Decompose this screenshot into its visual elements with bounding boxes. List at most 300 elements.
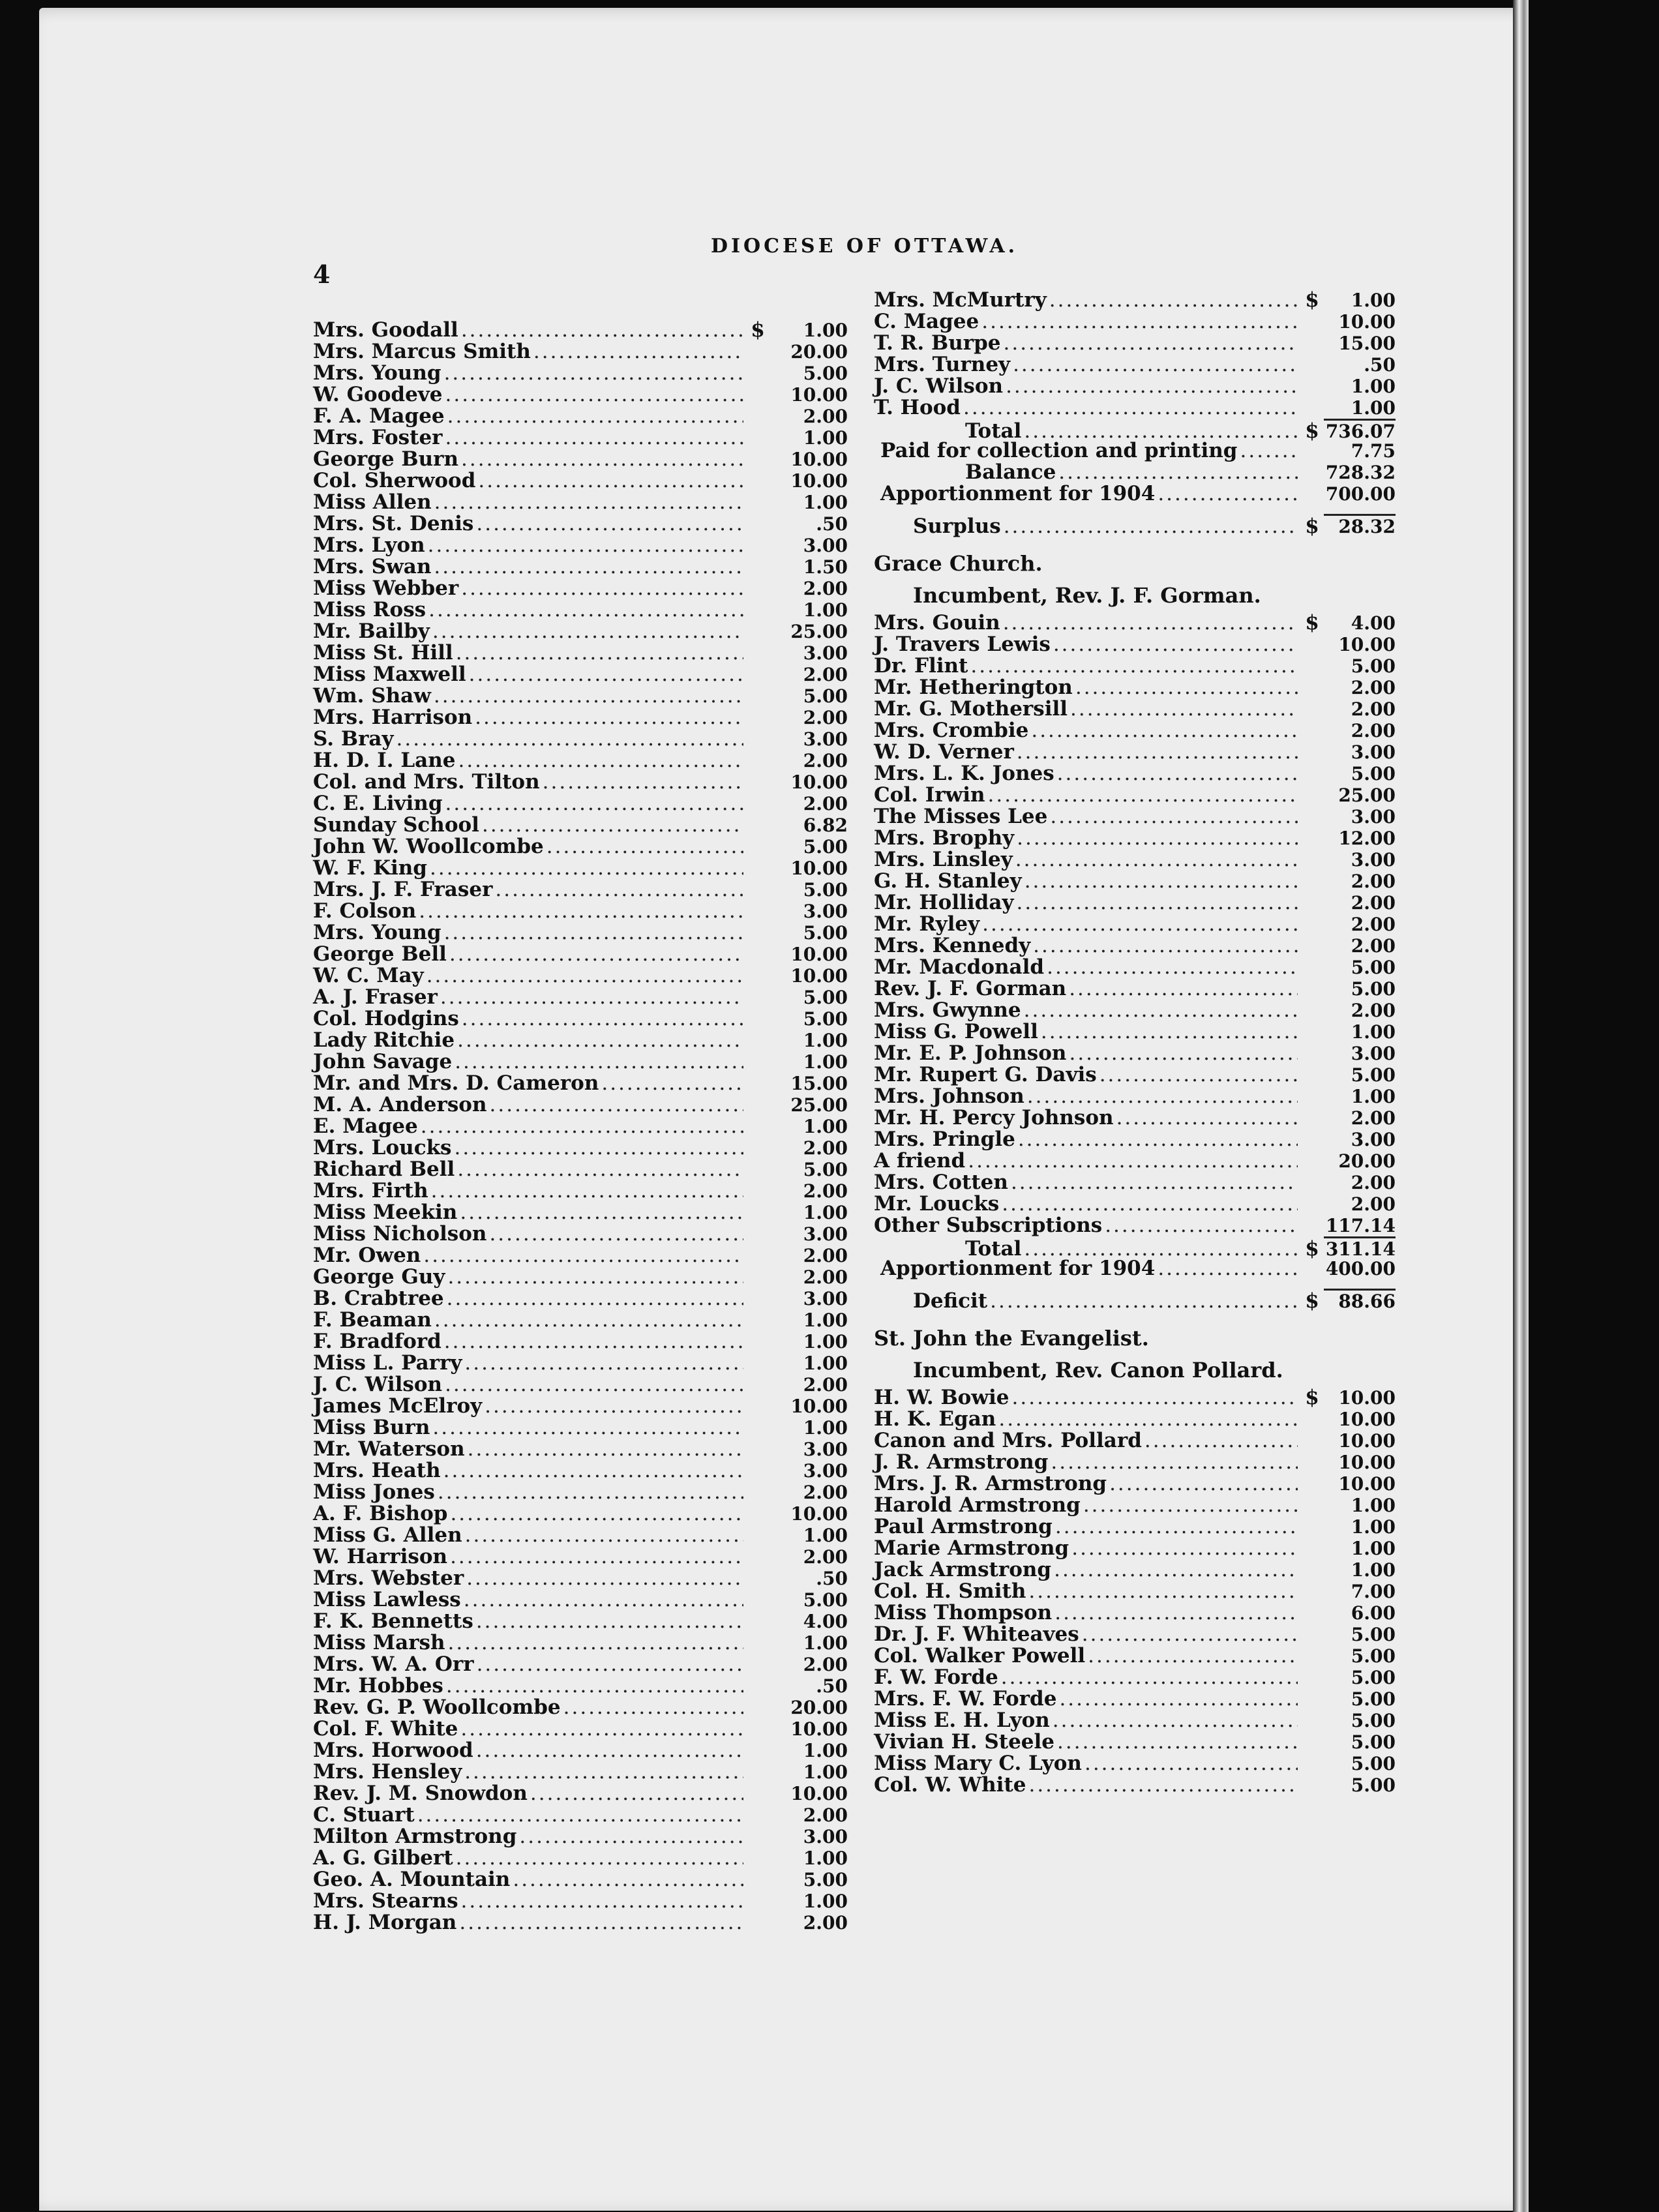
st-john-list <box>874 1387 1396 1796</box>
subscriber-name: Miss Allen <box>313 490 432 514</box>
dot-leader <box>1027 1086 1298 1107</box>
subscriber-name: F. A. Magee <box>313 404 445 428</box>
dot-leader <box>447 1288 743 1309</box>
subscriber-name: Rev. G. P. Woollcombe <box>313 1696 561 1719</box>
subscriber-name: Mrs. Linsley <box>874 848 1013 871</box>
subscriber-name: Rev. J. F. Gorman <box>874 977 1067 1000</box>
subscriber-name: Miss Mary C. Lyon <box>874 1752 1082 1775</box>
total-row: Total ..... $ 736.07 <box>874 419 1396 440</box>
subscriber-name: Miss St. Hill <box>313 641 453 665</box>
dot-leader <box>476 1611 743 1632</box>
subscription-amount: 2.00 <box>1351 935 1396 957</box>
dot-leader <box>1057 1731 1298 1753</box>
list-item <box>874 1021 1396 1043</box>
subscription-amount: 10.00 <box>790 1783 848 1804</box>
list-item <box>874 1495 1396 1516</box>
list-item <box>313 1697 848 1718</box>
list-item <box>313 664 848 685</box>
dot-leader <box>1082 1624 1298 1645</box>
dot-leader <box>1070 698 1298 720</box>
subscriber-name: Mrs. Hensley <box>313 1760 462 1784</box>
subscriber-name: J. Travers Lewis <box>874 633 1051 656</box>
list-item <box>874 741 1396 763</box>
subscription-amount: 15.00 <box>1338 333 1396 354</box>
surplus-row: Surplus ..... $ 28.32 <box>874 514 1396 535</box>
dot-leader <box>434 685 743 707</box>
subscription-amount: 2.00 <box>1351 892 1396 914</box>
dot-leader <box>477 1654 743 1675</box>
subscription-amount: 1.00 <box>803 1847 848 1869</box>
dot-leader <box>1075 677 1298 698</box>
subscriber-name: Mrs. W. A. Orr <box>313 1652 474 1676</box>
list-item <box>874 1602 1396 1624</box>
dot-leader <box>434 1309 743 1331</box>
subscription-amount: 20.00 <box>790 341 848 363</box>
dot-leader <box>468 1439 743 1460</box>
dot-leader <box>1031 720 1298 741</box>
subscription-amount: 1.00 <box>803 1761 848 1783</box>
list-item <box>313 1030 848 1051</box>
surplus-label: Surplus <box>913 515 1001 538</box>
dot-leader <box>1069 978 1298 1000</box>
dot-leader <box>1017 741 1298 763</box>
list-item <box>313 642 848 664</box>
list-item <box>313 707 848 728</box>
subscription-amount: 1.00 <box>803 1051 848 1073</box>
dot-leader <box>563 1697 743 1718</box>
list-item <box>313 1804 848 1826</box>
subscriber-name: Mrs. Kennedy <box>874 934 1031 957</box>
subscriber-name: Col. F. White <box>313 1717 458 1741</box>
subscriber-name: Mrs. Lyon <box>313 533 425 557</box>
subscriber-name: Miss Webber <box>313 576 459 600</box>
subscriber-name: Col. Walker Powell <box>874 1644 1086 1667</box>
subscription-amount: 3.00 <box>803 642 848 664</box>
list-item <box>874 1559 1396 1581</box>
subscription-amount: 3.00 <box>803 901 848 922</box>
dot-leader <box>396 728 743 750</box>
subscription-amount: 3.00 <box>803 1223 848 1245</box>
dot-leader <box>1017 828 1298 849</box>
list-item <box>313 1826 848 1847</box>
list-item <box>313 1353 848 1374</box>
dot-leader <box>1013 354 1298 376</box>
subscription-amount: 10.00 <box>790 470 848 492</box>
list-item <box>874 1710 1396 1731</box>
grace-church-incumbent: Incumbent, Rev. J. F. Gorman. <box>913 583 1261 608</box>
list-item <box>874 1086 1396 1107</box>
list-item <box>874 1473 1396 1495</box>
subscriber-name: Mrs. Horwood <box>313 1739 473 1762</box>
list-item <box>313 1460 848 1482</box>
subscription-amount: 2.00 <box>803 1546 848 1568</box>
dot-leader <box>423 1245 743 1266</box>
list-item <box>313 492 848 513</box>
subscriber-name: Miss Jones <box>313 1480 435 1504</box>
subscriber-name: Mrs. Loucks <box>313 1136 452 1159</box>
subscription-amount: 1.00 <box>803 599 848 621</box>
dot-leader <box>432 621 743 642</box>
apportionment-row <box>874 483 1396 505</box>
subscription-amount: 12.00 <box>1338 828 1396 849</box>
subscriber-name: F. Colson <box>313 899 417 923</box>
subscription-amount: 1.00 <box>1351 290 1396 311</box>
currency-sign: $ <box>1305 288 1319 312</box>
subscriber-name: Miss E. H. Lyon <box>874 1709 1050 1732</box>
subscription-amount: 1.00 <box>803 427 848 449</box>
dot-leader <box>417 1804 743 1826</box>
list-item <box>313 922 848 944</box>
subscriber-name: Mrs. Young <box>313 921 441 944</box>
dot-leader <box>1051 1452 1298 1473</box>
subscriber-name: F. Beaman <box>313 1308 432 1332</box>
subscription-amount: 2.00 <box>1351 914 1396 935</box>
subscription-amount: 10.00 <box>790 1503 848 1525</box>
subscription-amount: 1.00 <box>1351 1495 1396 1516</box>
dot-leader <box>1024 1000 1298 1021</box>
subscription-amount: 5.00 <box>1351 1710 1396 1731</box>
subscription-amount: 1.00 <box>1351 1021 1396 1043</box>
dot-leader <box>450 1503 743 1525</box>
dot-leader <box>456 642 743 664</box>
subscription-amount: 2.00 <box>1351 1193 1396 1215</box>
subscription-amount: 3.00 <box>803 1288 848 1309</box>
dot-leader <box>466 1568 743 1589</box>
subscriber-name: Mrs. Pringle <box>874 1128 1015 1151</box>
subscription-amount: 10.00 <box>1338 1409 1396 1430</box>
subscriber-name: W. F. King <box>313 856 427 880</box>
subscriber-name: Dr. Flint <box>874 654 968 678</box>
subscription-amount: 2.00 <box>803 793 848 815</box>
subscription-amount: 6.00 <box>1351 1602 1396 1624</box>
document-page <box>39 8 1552 2211</box>
dot-leader <box>1024 871 1298 892</box>
dot-leader <box>421 1116 743 1137</box>
subscription-amount: 3.00 <box>1351 1043 1396 1064</box>
dot-leader <box>461 449 743 470</box>
apportionment-value: 700.00 <box>1325 483 1396 505</box>
subscriber-name: Col. Irwin <box>874 783 985 807</box>
dot-leader <box>460 1718 743 1740</box>
subscriber-name: H. J. Morgan <box>313 1911 457 1934</box>
dot-leader <box>445 427 743 449</box>
subscription-amount: 2.00 <box>803 578 848 599</box>
list-item <box>874 828 1396 849</box>
subscription-amount: 1.00 <box>803 1525 848 1546</box>
list-item <box>874 935 1396 957</box>
list-item <box>874 311 1396 333</box>
subscription-amount: 1.00 <box>803 1891 848 1912</box>
list-item <box>313 1051 848 1073</box>
subscriber-name: Mrs. Goodall <box>313 318 458 342</box>
dot-leader <box>1006 376 1298 397</box>
surplus-value: 28.32 <box>1324 514 1396 537</box>
subscriber-name: Mrs. Crombie <box>874 719 1029 742</box>
subscriber-name: J. R. Armstrong <box>874 1450 1049 1474</box>
dot-leader <box>546 836 743 858</box>
dot-leader <box>482 815 743 836</box>
subscriber-name: Mr. Loucks <box>874 1192 1000 1216</box>
subscriber-name: Marie Armstrong <box>874 1536 1069 1560</box>
subscription-amount: 2.00 <box>803 1266 848 1288</box>
list-item <box>874 720 1396 741</box>
list-item <box>313 384 848 406</box>
dot-leader <box>1053 634 1298 655</box>
subscription-amount: 10.00 <box>790 384 848 406</box>
subscriber-name: Miss L. Parry <box>313 1351 462 1375</box>
dot-leader <box>478 470 743 492</box>
subscription-amount: 6.82 <box>803 815 848 836</box>
list-item <box>874 1193 1396 1215</box>
subscription-amount: 2.00 <box>803 1482 848 1503</box>
grace-total-row: Total ..... $ 311.14 <box>874 1236 1396 1258</box>
list-item <box>874 1731 1396 1753</box>
subscription-amount: 2.00 <box>803 1374 848 1396</box>
subscription-amount: 10.00 <box>1338 1430 1396 1452</box>
dot-leader <box>1041 1021 1298 1043</box>
currency-sign: $ <box>1305 611 1319 635</box>
subscription-amount: 2.00 <box>1351 1172 1396 1193</box>
subscriber-name: B. Crabtree <box>313 1287 444 1310</box>
subscriber-name: Mrs. J. F. Fraser <box>313 878 493 901</box>
dot-leader <box>1054 1602 1298 1624</box>
list-item <box>874 655 1396 677</box>
subscription-amount: 10.00 <box>790 965 848 987</box>
subscription-amount: 2.00 <box>803 707 848 728</box>
subscriber-name: F. K. Bennetts <box>313 1609 473 1633</box>
dot-leader <box>465 1525 743 1546</box>
subscription-amount: 1.00 <box>803 492 848 513</box>
list-item <box>313 685 848 707</box>
subscriber-name: Mr. Holliday <box>874 891 1014 914</box>
list-item <box>313 750 848 771</box>
grace-apportionment-row <box>874 1258 1396 1279</box>
subscriber-name: H. D. I. Lane <box>313 749 456 772</box>
subscriber-name: Lady Ritchie <box>313 1028 455 1052</box>
dot-leader <box>1099 1064 1298 1086</box>
list-item <box>313 1245 848 1266</box>
subscriber-name: Mr. Owen <box>313 1244 421 1267</box>
list-item <box>874 785 1396 806</box>
dot-leader <box>448 1632 743 1654</box>
list-item <box>313 1503 848 1525</box>
dot-leader <box>970 655 1298 677</box>
list-item <box>874 1387 1396 1409</box>
subscription-amount: 2.00 <box>1351 720 1396 741</box>
dot-leader <box>1105 1215 1298 1236</box>
subscription-amount: 2.00 <box>803 1137 848 1159</box>
subscription-amount: 5.00 <box>803 1589 848 1611</box>
subscriber-name: Mrs. Gwynne <box>874 998 1021 1022</box>
dot-leader <box>1069 1043 1298 1064</box>
dot-leader <box>1011 1172 1298 1193</box>
subscriber-name: E. Magee <box>313 1114 418 1138</box>
dot-leader <box>455 1137 743 1159</box>
subscriber-name: Mr. Ryley <box>874 912 980 936</box>
subscription-amount: 5.00 <box>1351 763 1396 785</box>
subscriber-name: Rev. J. M. Snowdon <box>313 1782 528 1805</box>
subscriber-name: W. C. May <box>313 964 424 987</box>
binding-fold <box>1513 0 1529 2212</box>
subscriber-name: Mr. and Mrs. D. Cameron <box>313 1071 599 1095</box>
list-item <box>874 978 1396 1000</box>
subscription-amount: 5.00 <box>1351 1774 1396 1796</box>
dot-leader <box>1053 1710 1298 1731</box>
subscription-amount: 4.00 <box>1351 612 1396 634</box>
subscription-amount: .50 <box>1364 354 1396 376</box>
left-column <box>313 320 848 1934</box>
subscriber-name: Sunday School <box>313 813 479 837</box>
subscription-amount: 3.00 <box>1351 741 1396 763</box>
dot-leader <box>1016 892 1298 914</box>
dot-leader <box>968 1150 1298 1172</box>
dot-leader <box>963 397 1298 419</box>
dot-leader <box>445 793 743 815</box>
dot-leader <box>490 1094 743 1116</box>
subscription-amount: 1.00 <box>1351 397 1396 419</box>
subscriber-name: Mrs. Brophy <box>874 826 1015 850</box>
list-item <box>874 957 1396 978</box>
dot-leader <box>464 1589 743 1611</box>
subscriber-name: C. Magee <box>874 310 979 333</box>
subscription-amount: 10.00 <box>1338 634 1396 655</box>
subscription-amount: 5.00 <box>803 685 848 707</box>
dot-leader <box>434 492 743 513</box>
subscription-amount: 10.00 <box>790 858 848 879</box>
subscription-amount: 5.00 <box>1351 957 1396 978</box>
dot-leader <box>434 556 743 578</box>
subscriber-name: Miss Maxwell <box>313 663 466 686</box>
list-item <box>313 1632 848 1654</box>
list-item <box>313 341 848 363</box>
subscription-amount: 2.00 <box>803 664 848 685</box>
list-item <box>874 1043 1396 1064</box>
dot-leader <box>601 1073 743 1094</box>
subscription-amount: 1.00 <box>1351 1559 1396 1581</box>
subscription-amount: 3.00 <box>803 1826 848 1847</box>
subscriber-name: Mrs. J. R. Armstrong <box>874 1472 1107 1495</box>
subscription-amount: 10.00 <box>1338 311 1396 333</box>
grace-church-list <box>874 612 1396 1236</box>
dot-leader <box>1012 1387 1298 1409</box>
list-item <box>874 1516 1396 1538</box>
grace-total-value: 311.14 <box>1324 1236 1396 1260</box>
subscription-amount: 2.00 <box>803 1180 848 1202</box>
subscriber-name: F. W. Forde <box>874 1666 998 1689</box>
subscription-amount: 1.00 <box>803 1740 848 1761</box>
dot-leader <box>464 1353 743 1374</box>
list-item <box>313 1783 848 1804</box>
subscription-amount: 1.00 <box>1351 1538 1396 1559</box>
subscriber-name: Paul Armstrong <box>874 1515 1053 1538</box>
balance-row <box>874 462 1396 483</box>
dot-leader <box>457 1159 743 1180</box>
subscriber-name: Mr. H. Percy Johnson <box>874 1106 1114 1129</box>
subscriber-name: Col. W. White <box>874 1773 1026 1797</box>
subscription-amount: 25.00 <box>790 1094 848 1116</box>
dot-leader <box>1015 849 1298 871</box>
list-item <box>313 1417 848 1439</box>
dot-leader <box>1055 1516 1298 1538</box>
subscriber-name: Mrs. L. K. Jones <box>874 762 1054 785</box>
subscriber-name: J. C. Wilson <box>313 1373 443 1396</box>
subscriber-name: T. R. Burpe <box>874 331 1001 355</box>
dot-leader <box>489 1223 743 1245</box>
subscriber-name: George Guy <box>313 1265 445 1289</box>
subscriber-name: G. H. Stanley <box>874 869 1022 893</box>
list-item <box>313 1223 848 1245</box>
dot-leader <box>1083 1495 1298 1516</box>
list-item <box>313 944 848 965</box>
list-item <box>313 1094 848 1116</box>
subscription-amount: 10.00 <box>790 449 848 470</box>
list-item <box>874 354 1396 376</box>
list-item <box>874 1624 1396 1645</box>
subscriber-name: Col. Sherwood <box>313 469 476 492</box>
subscriber-name: Mr. E. P. Johnson <box>874 1041 1067 1065</box>
subscriber-name: J. C. Wilson <box>874 374 1004 398</box>
list-item <box>874 698 1396 720</box>
list-item <box>313 1008 848 1030</box>
list-item <box>874 290 1396 311</box>
subscriber-name: The Misses Lee <box>874 805 1048 828</box>
balance-value: 728.32 <box>1325 462 1396 483</box>
list-item <box>313 406 848 427</box>
dot-leader <box>428 599 743 621</box>
paid-label: Paid for collection and printing <box>880 439 1238 462</box>
dot-leader <box>431 1180 743 1202</box>
subscription-amount: 1.00 <box>803 1632 848 1654</box>
subscriber-name: Miss G. Powell <box>874 1020 1038 1043</box>
subscriber-name: Harold Armstrong <box>874 1493 1081 1517</box>
grace-deficit-value: 88.66 <box>1324 1289 1396 1312</box>
dot-leader <box>1059 1688 1298 1710</box>
subscription-amount: 117.14 <box>1325 1215 1396 1236</box>
subscriber-name: H. W. Bowie <box>874 1386 1009 1409</box>
list-item <box>313 1309 848 1331</box>
list-item <box>874 1215 1396 1236</box>
subscriber-name: M. A. Anderson <box>313 1093 487 1116</box>
apportionment-label: Apportionment for 1904 <box>880 482 1156 505</box>
list-item <box>313 449 848 470</box>
list-item <box>313 320 848 341</box>
list-item <box>874 333 1396 354</box>
dot-leader <box>461 320 743 341</box>
list-item <box>313 879 848 901</box>
subscription-amount: 5.00 <box>1351 1753 1396 1774</box>
list-item <box>874 1538 1396 1559</box>
subscriber-name: Mrs. Foster <box>313 426 443 449</box>
subscription-amount: 1.00 <box>803 1202 848 1223</box>
subscription-amount: 5.00 <box>803 1869 848 1891</box>
subscription-amount: 1.50 <box>803 556 848 578</box>
subscription-amount: 2.00 <box>803 1912 848 1934</box>
list-item <box>874 871 1396 892</box>
dot-leader <box>1003 612 1298 634</box>
subscription-amount: 25.00 <box>1338 785 1396 806</box>
subscriber-name: James McElroy <box>313 1394 483 1418</box>
dot-leader <box>476 1740 743 1761</box>
list-item <box>874 677 1396 698</box>
dot-leader <box>495 879 743 901</box>
subscription-amount: 2.00 <box>1351 871 1396 892</box>
list-item <box>313 965 848 987</box>
list-item <box>313 535 848 556</box>
list-item <box>313 1654 848 1675</box>
list-item <box>313 1869 848 1891</box>
subscription-amount: 1.00 <box>803 1417 848 1439</box>
subscriber-name: Mrs. Turney <box>874 353 1011 376</box>
